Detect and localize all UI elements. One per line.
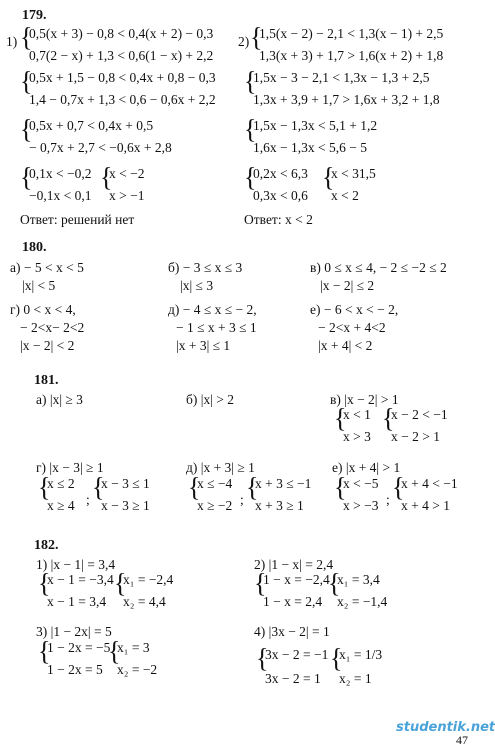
item-v: в) 0 ≤ x ≤ 4, − 2 ≤ −2 ≤ 2 bbox=[310, 260, 447, 275]
item-a-abs: |x| < 5 bbox=[22, 278, 56, 293]
system-label: 1) bbox=[6, 34, 18, 49]
problem-179-number: 179. bbox=[22, 8, 47, 23]
item-e-step: − 2<x + 4<2 bbox=[318, 320, 386, 335]
answer: Ответ: решений нет bbox=[20, 212, 135, 227]
item-g-step: − 2<x− 2<2 bbox=[20, 320, 85, 335]
item-4: 4) |3x − 2| = 1 bbox=[254, 624, 330, 639]
item-1: 1) |x − 1| = 3,4 bbox=[36, 557, 116, 572]
problem-180-number: 180. bbox=[22, 240, 47, 255]
page-number: 47 bbox=[456, 733, 468, 747]
item-e: е) |x + 4| > 1 bbox=[332, 460, 401, 475]
separator: ; bbox=[240, 492, 244, 507]
item-v: в) |x − 2| > 1 bbox=[330, 392, 399, 407]
separator: ; bbox=[386, 492, 390, 507]
item-d: д) − 4 ≤ x ≤ − 2, bbox=[168, 302, 257, 317]
item-a: а) |x| ≥ 3 bbox=[36, 392, 83, 407]
item-3: 3) |1 − 2x| = 5 bbox=[36, 624, 112, 639]
item-d-step: − 1 ≤ x + 3 ≤ 1 bbox=[176, 320, 257, 335]
watermark: studentik.net bbox=[396, 720, 495, 735]
item-e-abs: |x + 4| < 2 bbox=[318, 338, 373, 353]
item-g: г) |x − 3| ≥ 1 bbox=[36, 460, 104, 475]
item-b: б) − 3 ≤ x ≤ 3 bbox=[168, 260, 243, 275]
item-b: б) |x| > 2 bbox=[186, 392, 235, 407]
problem-182-number: 182. bbox=[34, 538, 59, 553]
item-d: д) |x + 3| ≥ 1 bbox=[186, 460, 255, 475]
item-d-abs: |x + 3| ≤ 1 bbox=[176, 338, 231, 353]
problem-181-number: 181. bbox=[34, 373, 59, 388]
system-label: 2) bbox=[238, 34, 250, 49]
item-b-abs: |x| ≤ 3 bbox=[180, 278, 214, 293]
separator: ; bbox=[86, 492, 90, 507]
item-2: 2) |1 − x| = 2,4 bbox=[254, 557, 334, 572]
item-e: е) − 6 < x < − 2, bbox=[310, 302, 399, 317]
item-a: а) − 5 < x < 5 bbox=[10, 260, 84, 275]
item-v-abs: |x − 2| ≤ 2 bbox=[320, 278, 375, 293]
item-g: г) 0 < x < 4, bbox=[10, 302, 76, 317]
answer: Ответ: x < 2 bbox=[244, 212, 313, 227]
item-g-abs: |x − 2| < 2 bbox=[20, 338, 75, 353]
